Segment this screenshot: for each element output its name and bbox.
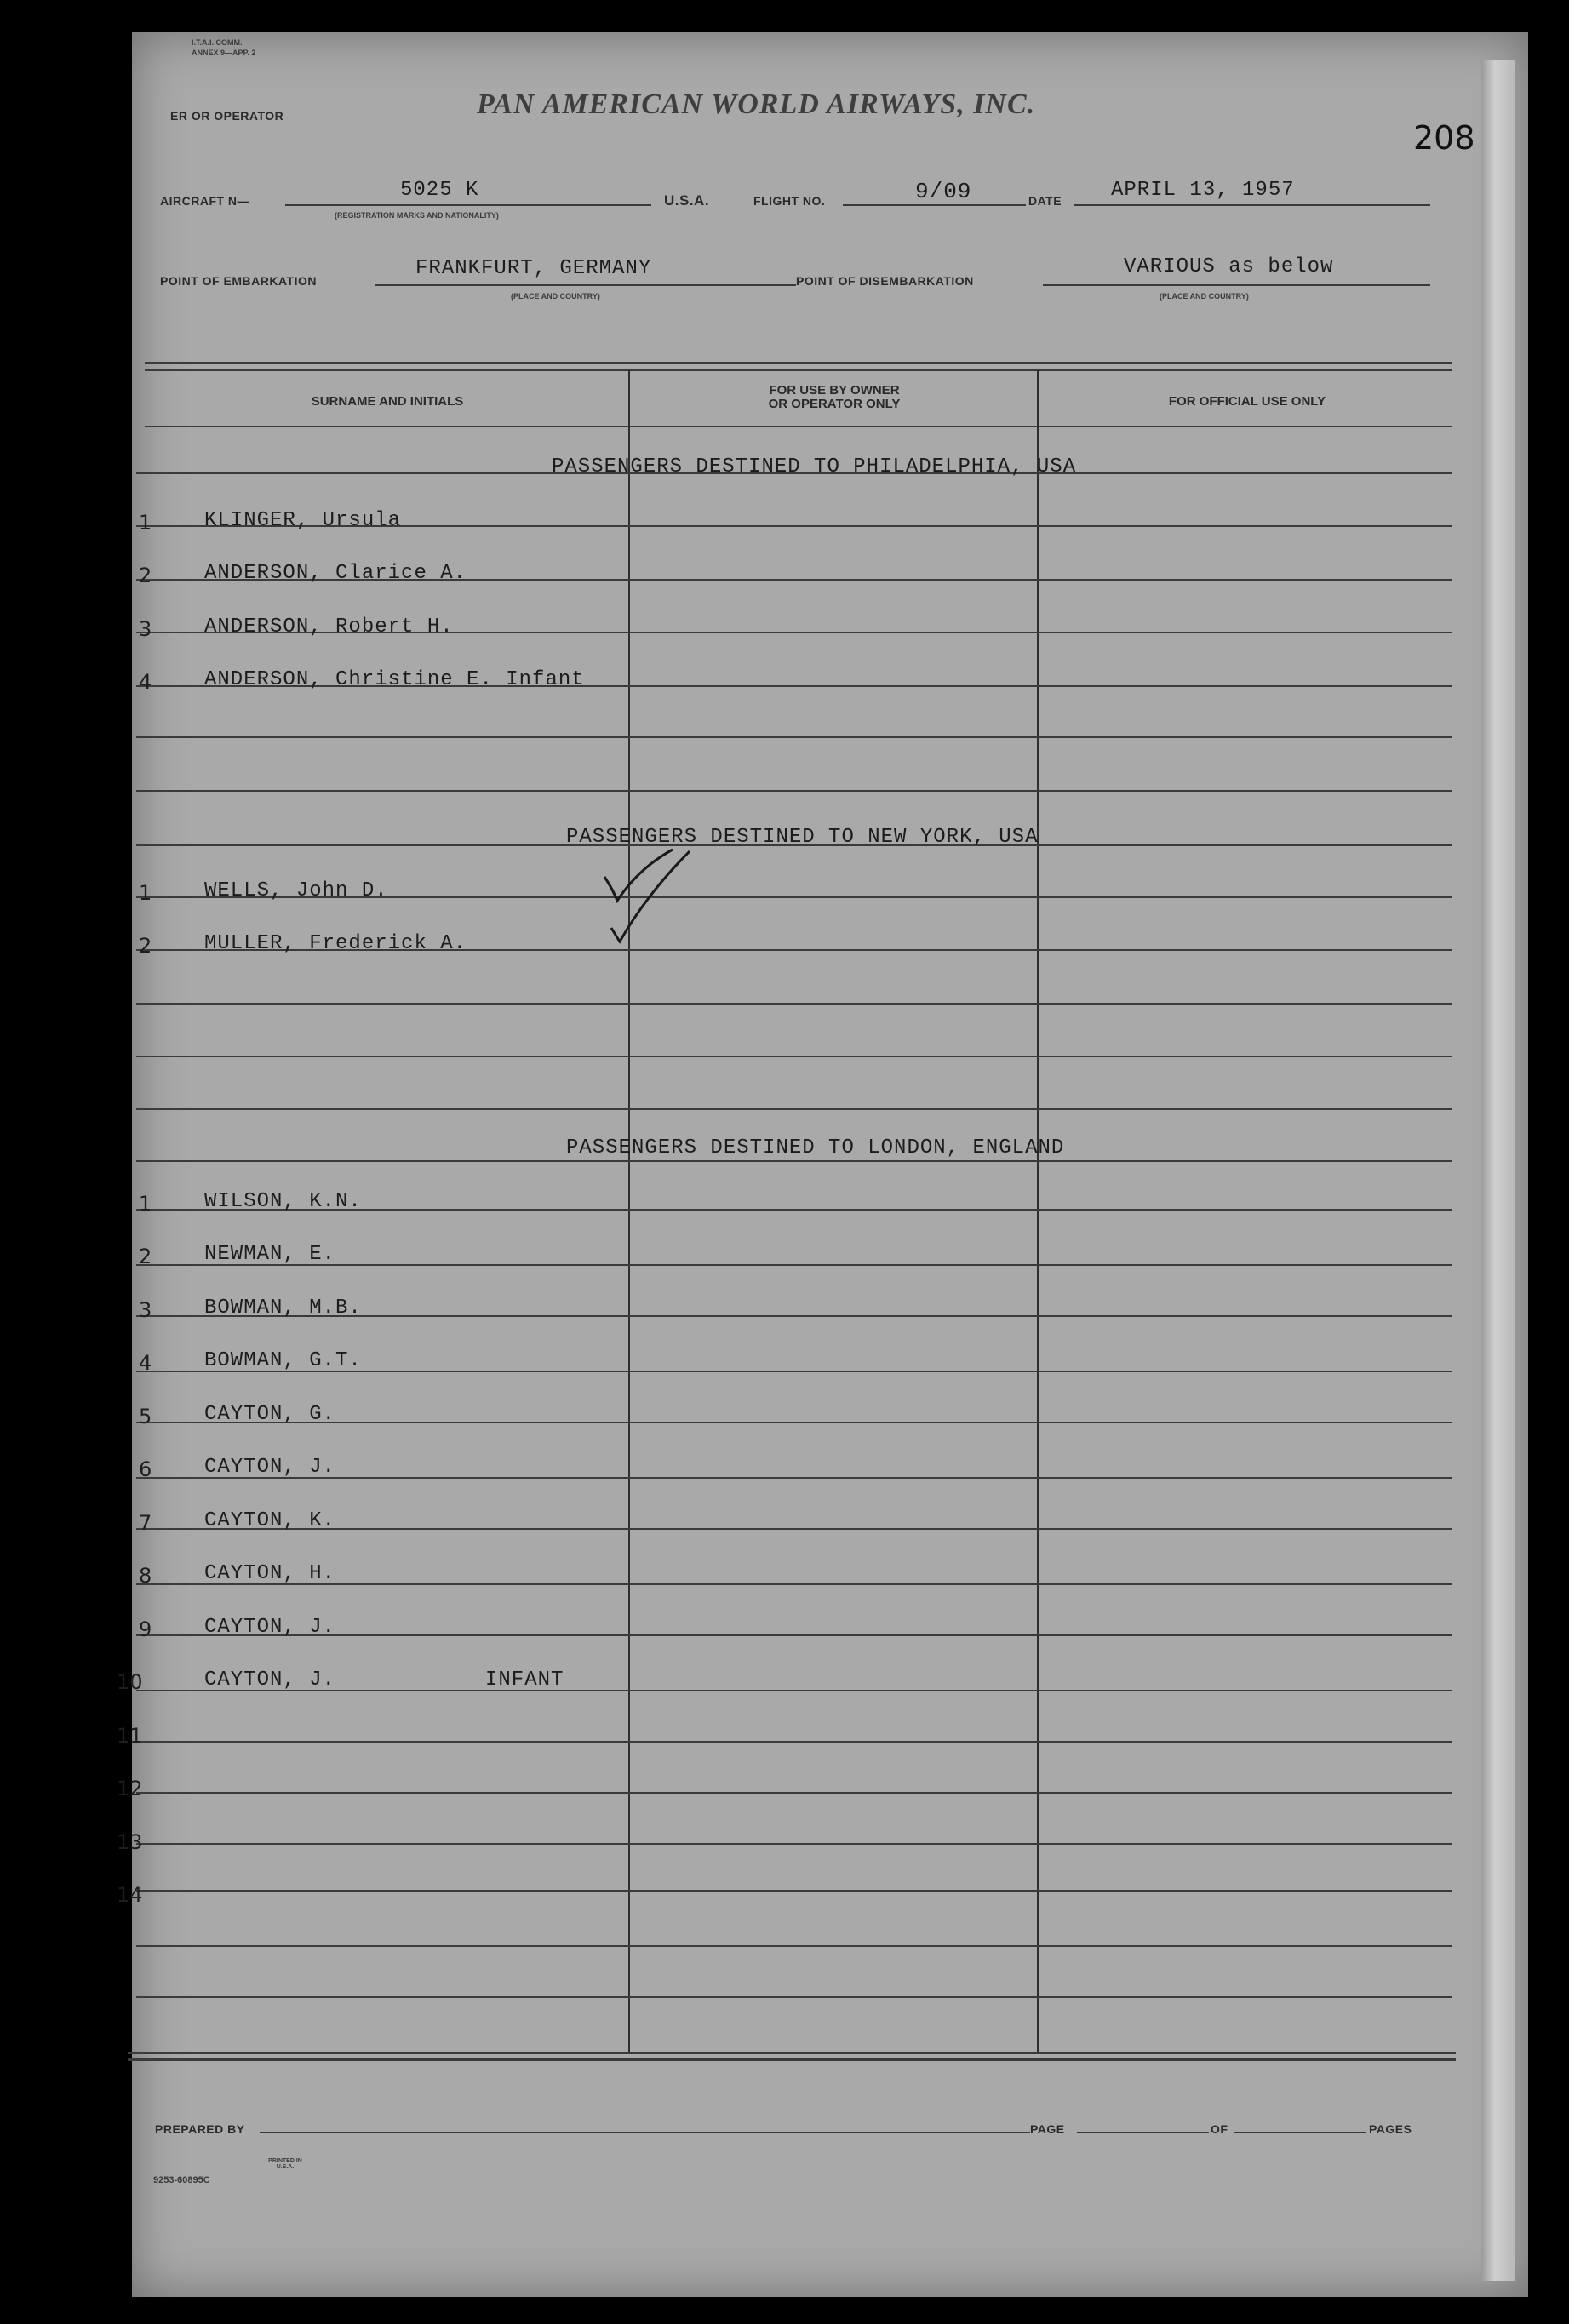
row-rule bbox=[136, 1945, 1452, 1947]
row-rule bbox=[136, 1003, 1452, 1005]
section-heading: PASSENGERS DESTINED TO PHILADELPHIA, USA bbox=[552, 455, 1077, 478]
row-rule bbox=[136, 1996, 1452, 1998]
embark-caption: (PLACE AND COUNTRY) bbox=[511, 292, 600, 301]
aircraft-label: AIRCRAFT N— bbox=[160, 194, 250, 208]
embark-label: POINT OF EMBARKATION bbox=[160, 274, 317, 288]
row-rule bbox=[136, 1741, 1452, 1743]
embark-line bbox=[375, 284, 796, 286]
page-stamp: 208 bbox=[1413, 119, 1475, 157]
of-label: OF bbox=[1211, 2122, 1228, 2136]
column-header-surname: SURNAME AND INITIALS bbox=[311, 394, 464, 409]
row-number: 4 bbox=[139, 670, 152, 694]
page-label: PAGE bbox=[1030, 2122, 1065, 2136]
row-number: 5 bbox=[139, 1404, 152, 1428]
aircraft-line bbox=[285, 204, 651, 206]
passenger-name: KLINGER, Ursula bbox=[204, 508, 402, 532]
form-ref-2: ANNEX 9—APP. 2 bbox=[192, 49, 256, 57]
flight-label: FLIGHT NO. bbox=[753, 194, 826, 208]
row-number: 4 bbox=[139, 1351, 152, 1375]
passenger-name: CAYTON, J. bbox=[204, 1669, 336, 1691]
passenger-name: WILSON, K.N. bbox=[204, 1189, 362, 1213]
page-line bbox=[1077, 2132, 1209, 2133]
row-number: 6 bbox=[139, 1457, 152, 1481]
pages-label: PAGES bbox=[1369, 2122, 1412, 2136]
form-number: 9253-60895C bbox=[153, 2175, 210, 2185]
row-number: 2 bbox=[139, 1245, 152, 1268]
row-rule bbox=[136, 1056, 1452, 1057]
row-number: 2 bbox=[139, 934, 152, 958]
aircraft-value: 5025 K bbox=[400, 179, 479, 202]
table-top-rule-1 bbox=[145, 362, 1452, 364]
row-number: 9 bbox=[139, 1617, 152, 1641]
prepared-by-label: PREPARED BY bbox=[155, 2122, 245, 2136]
table-top-rule-2 bbox=[145, 369, 1452, 371]
passenger-name: CAYTON, H. bbox=[204, 1562, 336, 1585]
row-number: 12 bbox=[117, 1777, 143, 1800]
passenger-name: ANDERSON, Christine E. Infant bbox=[204, 668, 585, 691]
flight-line bbox=[843, 204, 1026, 206]
row-number: 1 bbox=[139, 1191, 152, 1216]
usa-label: U.S.A. bbox=[664, 192, 710, 209]
row-rule bbox=[136, 1843, 1452, 1845]
row-rule bbox=[136, 736, 1452, 738]
passenger-note: INFANT bbox=[485, 1669, 564, 1691]
row-number: 11 bbox=[117, 1723, 143, 1748]
section-heading: PASSENGERS DESTINED TO LONDON, ENGLAND bbox=[566, 1136, 1065, 1159]
row-number: 1 bbox=[139, 880, 152, 905]
date-label: DATE bbox=[1028, 194, 1062, 208]
column-header-official: FOR OFFICIAL USE ONLY bbox=[1168, 394, 1326, 409]
manifest-sheet bbox=[132, 32, 1528, 2297]
passenger-name: MULLER, Frederick A. bbox=[204, 932, 467, 955]
sheet-edge bbox=[1481, 60, 1515, 2281]
row-number: 2 bbox=[139, 564, 152, 587]
row-rule bbox=[136, 1792, 1452, 1794]
row-number: 1 bbox=[139, 510, 152, 535]
passenger-name: CAYTON, J. bbox=[204, 1615, 336, 1639]
passenger-name: CAYTON, K. bbox=[204, 1508, 336, 1532]
row-rule bbox=[136, 790, 1452, 792]
operator-name: PAN AMERICAN WORLD AIRWAYS, INC. bbox=[477, 89, 1036, 120]
passenger-name: BOWMAN, G.T. bbox=[204, 1349, 362, 1372]
table-bottom-rule-2 bbox=[128, 2058, 1456, 2061]
printed-mark: PRINTED IN U.S.A. bbox=[268, 2158, 302, 2170]
operator-label: ER OR OPERATOR bbox=[170, 109, 284, 123]
column-header-owner-2: OR OPERATOR ONLY bbox=[768, 397, 901, 411]
disembark-value: VARIOUS as below bbox=[1124, 255, 1334, 278]
column-divider-1 bbox=[628, 370, 630, 2052]
disembark-label: POINT OF DISEMBARKATION bbox=[796, 274, 974, 288]
column-divider-2 bbox=[1037, 370, 1039, 2052]
passenger-name: ANDERSON, Clarice A. bbox=[204, 562, 467, 585]
passenger-name: WELLS, John D. bbox=[204, 879, 388, 902]
passenger-name: NEWMAN, E. bbox=[204, 1243, 336, 1266]
passenger-name: CAYTON, J. bbox=[204, 1456, 336, 1479]
section-heading: PASSENGERS DESTINED TO NEW YORK, USA bbox=[566, 826, 1039, 849]
row-number: 13 bbox=[117, 1829, 143, 1854]
form-ref-1: I.T.A.I. COMM. bbox=[192, 38, 243, 47]
disembark-line bbox=[1043, 284, 1430, 286]
registration-caption: (REGISTRATION MARKS AND NATIONALITY) bbox=[335, 211, 499, 220]
row-rule bbox=[136, 1890, 1452, 1892]
header-bottom-rule bbox=[145, 426, 1452, 427]
row-rule bbox=[136, 1160, 1452, 1162]
embark-value: FRANKFURT, GERMANY bbox=[415, 257, 652, 280]
passenger-name: BOWMAN, M.B. bbox=[204, 1296, 362, 1319]
passenger-name: ANDERSON, Robert H. bbox=[204, 615, 454, 638]
row-number: 7 bbox=[139, 1510, 152, 1535]
column-header-owner-1: FOR USE BY OWNER bbox=[769, 383, 900, 398]
row-number: 3 bbox=[139, 616, 152, 641]
checkmark-icon bbox=[587, 843, 707, 945]
prepared-by-line bbox=[260, 2132, 1030, 2133]
flight-value: 9/09 bbox=[915, 179, 972, 204]
row-number: 3 bbox=[139, 1297, 152, 1322]
row-number: 10 bbox=[117, 1670, 143, 1694]
row-number: 14 bbox=[117, 1883, 143, 1907]
table-bottom-rule-1 bbox=[128, 2052, 1456, 2054]
date-value: APRIL 13, 1957 bbox=[1111, 179, 1295, 202]
passenger-name: CAYTON, G. bbox=[204, 1402, 336, 1426]
disembark-caption: (PLACE AND COUNTRY) bbox=[1160, 292, 1249, 301]
date-line bbox=[1074, 204, 1430, 206]
row-rule bbox=[136, 1108, 1452, 1110]
of-line bbox=[1234, 2132, 1366, 2133]
row-number: 8 bbox=[139, 1564, 152, 1588]
